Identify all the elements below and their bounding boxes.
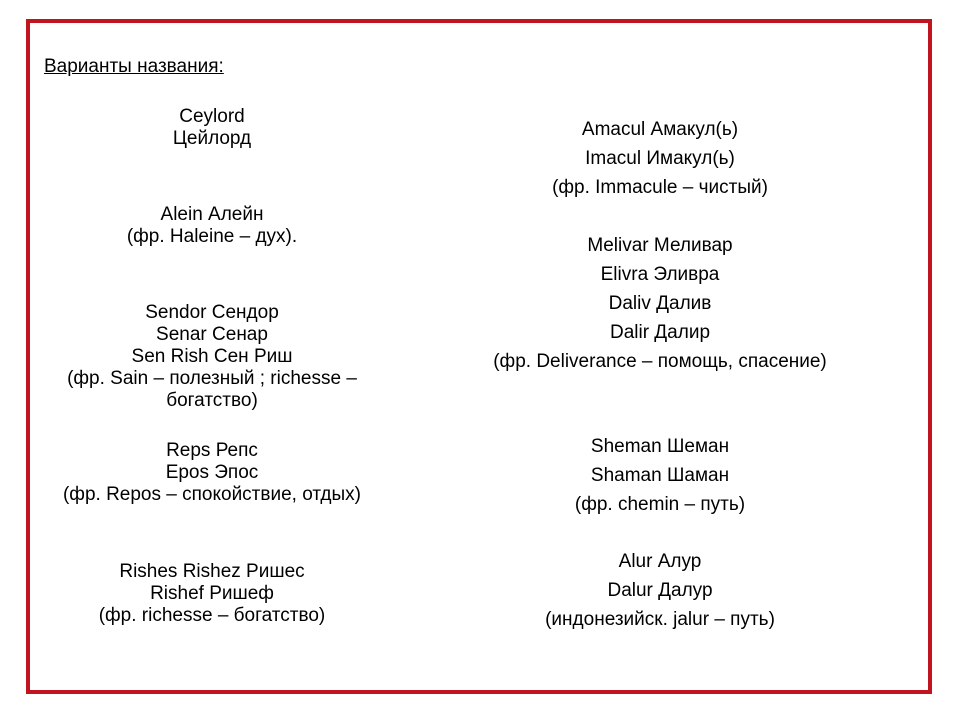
list-item: Sheman Шеман (590, 436, 730, 457)
name-group-amacul (460, 115, 860, 202)
list-item: (фр. Immacule – чистый) (552, 177, 768, 198)
name-group-alein (92, 204, 332, 248)
name-group-alur (480, 547, 840, 634)
list-item: Alein Алейн (160, 204, 264, 225)
list-item: Rishes Rishez Ришес (119, 561, 305, 582)
list-item: Melivar Меливар (587, 235, 733, 256)
list-item: (фр. Haleine – дух). (126, 226, 298, 247)
list-item: Alur Алур (618, 551, 702, 572)
list-item: Цейлорд (172, 128, 252, 149)
list-item: Elivra Эливра (600, 264, 720, 285)
list-item: Senar Сенар (156, 324, 268, 345)
list-item: Dalir Далир (609, 322, 711, 343)
list-item: Sendor Сендор (145, 302, 279, 323)
list-item: Daliv Далив (608, 293, 712, 314)
list-item: Shaman Шаман (590, 465, 730, 486)
name-group-sheman (480, 432, 840, 519)
name-group-rishes (62, 561, 362, 627)
list-item: Sen Rish Сен Риш (131, 346, 293, 367)
list-item: Imacul Имакул(ь) (585, 148, 735, 169)
list-item: Ceylord (179, 106, 245, 127)
name-group-reps (32, 440, 392, 506)
page-title: Варианты названия: (44, 56, 224, 77)
name-group-ceylord (112, 106, 312, 150)
list-item: Dalur Далур (607, 580, 713, 601)
list-item: богатство) (166, 390, 258, 411)
list-item: Amacul Амакул(ь) (581, 119, 739, 140)
list-item: Reps Репс (166, 440, 258, 461)
list-item: (индонезийск. jalur – путь) (545, 609, 775, 630)
list-item: Rishef Ришеф (150, 583, 274, 604)
name-group-melivar (440, 231, 880, 376)
list-item: (фр. chemin – путь) (574, 494, 746, 515)
list-item: (фр. Repos – спокойствие, отдых) (62, 484, 362, 505)
list-item: (фр. richesse – богатство) (98, 605, 326, 626)
list-item: (фр. Deliverance – помощь, спасение) (493, 351, 827, 372)
name-group-sendor (42, 302, 382, 412)
list-item: (фр. Sain – полезный ; richesse – (67, 368, 357, 389)
list-item: Epos Эпос (165, 462, 259, 483)
